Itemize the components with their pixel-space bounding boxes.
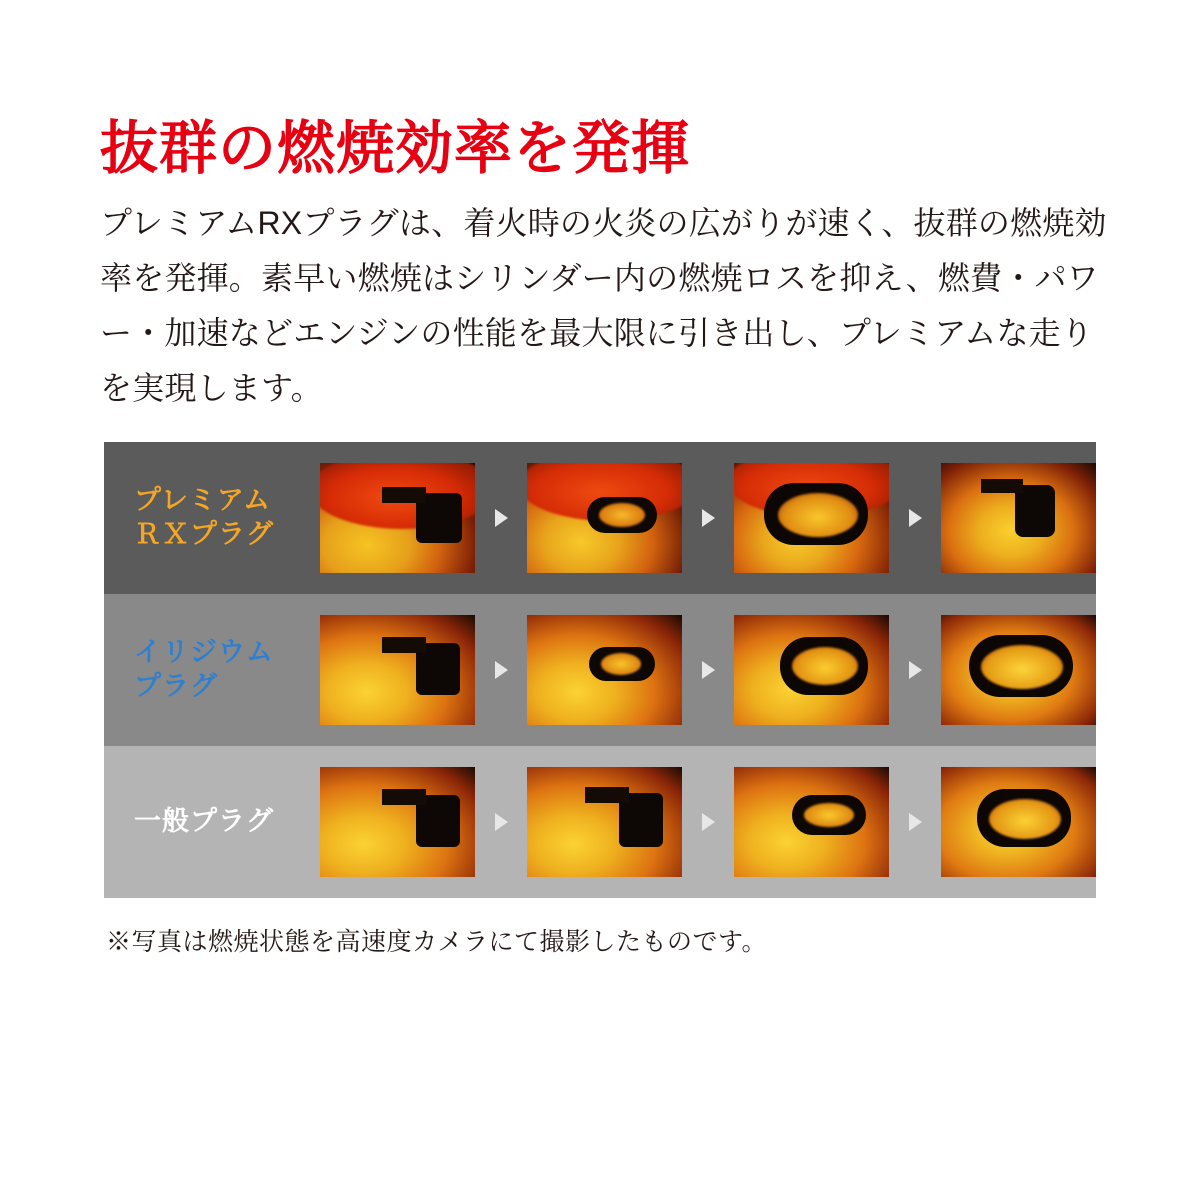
triangle-right-icon [909,813,922,831]
row-label-line1: イリジウム [134,637,274,668]
combustion-frame [734,767,889,877]
combustion-frame [527,767,682,877]
arrow-separator [682,442,734,594]
flame-core [804,803,854,827]
flame-core [981,645,1063,689]
table-row [104,746,1096,898]
arrow-separator [682,746,734,898]
combustion-frame [734,615,889,725]
electrode-bar [382,637,426,653]
arrow-separator [475,594,527,746]
row-label-premium-rx [104,484,320,552]
combustion-frame [320,615,475,725]
electrode-bar [585,787,629,803]
combustion-frame [941,767,1096,877]
row-label-line2: ＲＸプラグ [134,519,274,549]
triangle-right-icon [702,661,715,679]
footnote: ※写真は燃焼状態を高速度カメラにて撮影したものです。 [106,928,768,956]
frame-sequence-iridium [320,594,1096,746]
triangle-right-icon [495,813,508,831]
body-paragraph: プレミアムRXプラグは、着火時の火炎の広がりが速く、抜群の燃焼効率を発揮。素早い燃焼はシリンダー内の燃焼ロスを抑え、燃費・パワー・加速などエンジンの性能を最大限に引き出し、プレミアムな走りを実現します。 [100,205,1107,407]
electrode-bar [382,789,426,805]
combustion-frame [320,463,475,573]
flame-core [989,799,1061,839]
flame-core [599,503,645,527]
row-label-standard [104,805,320,839]
electrode-bar [981,479,1023,493]
arrow-separator [475,746,527,898]
table-row [104,594,1096,746]
row-label-line1: 一般プラグ [134,806,274,837]
row-label-line2: プラグ [134,671,218,701]
flame-core [778,493,858,537]
triangle-right-icon [909,661,922,679]
row-label-iridium [104,636,320,704]
body-copy [100,196,1110,416]
combustion-frame [320,767,475,877]
triangle-right-icon [702,813,715,831]
frame-sequence-premium-rx [320,442,1096,594]
row-label-line1: プレミアム [134,485,272,516]
arrow-separator [475,442,527,594]
arrow-separator [889,442,941,594]
flame-core [601,653,641,675]
frame-sequence-standard [320,746,1096,898]
triangle-right-icon [495,661,508,679]
triangle-right-icon [495,509,508,527]
arrow-separator [682,594,734,746]
table-row [104,442,1096,594]
combustion-frame [527,615,682,725]
triangle-right-icon [702,509,715,527]
combustion-frame [941,463,1096,573]
combustion-comparison-table [104,442,1096,898]
combustion-frame [734,463,889,573]
page-title: 抜群の燃焼効率を発揮 [100,115,691,181]
arrow-separator [889,594,941,746]
electrode-bar [382,487,426,503]
flame-core [792,647,858,685]
arrow-separator [889,746,941,898]
combustion-frame [527,463,682,573]
combustion-frame [941,615,1096,725]
triangle-right-icon [909,509,922,527]
